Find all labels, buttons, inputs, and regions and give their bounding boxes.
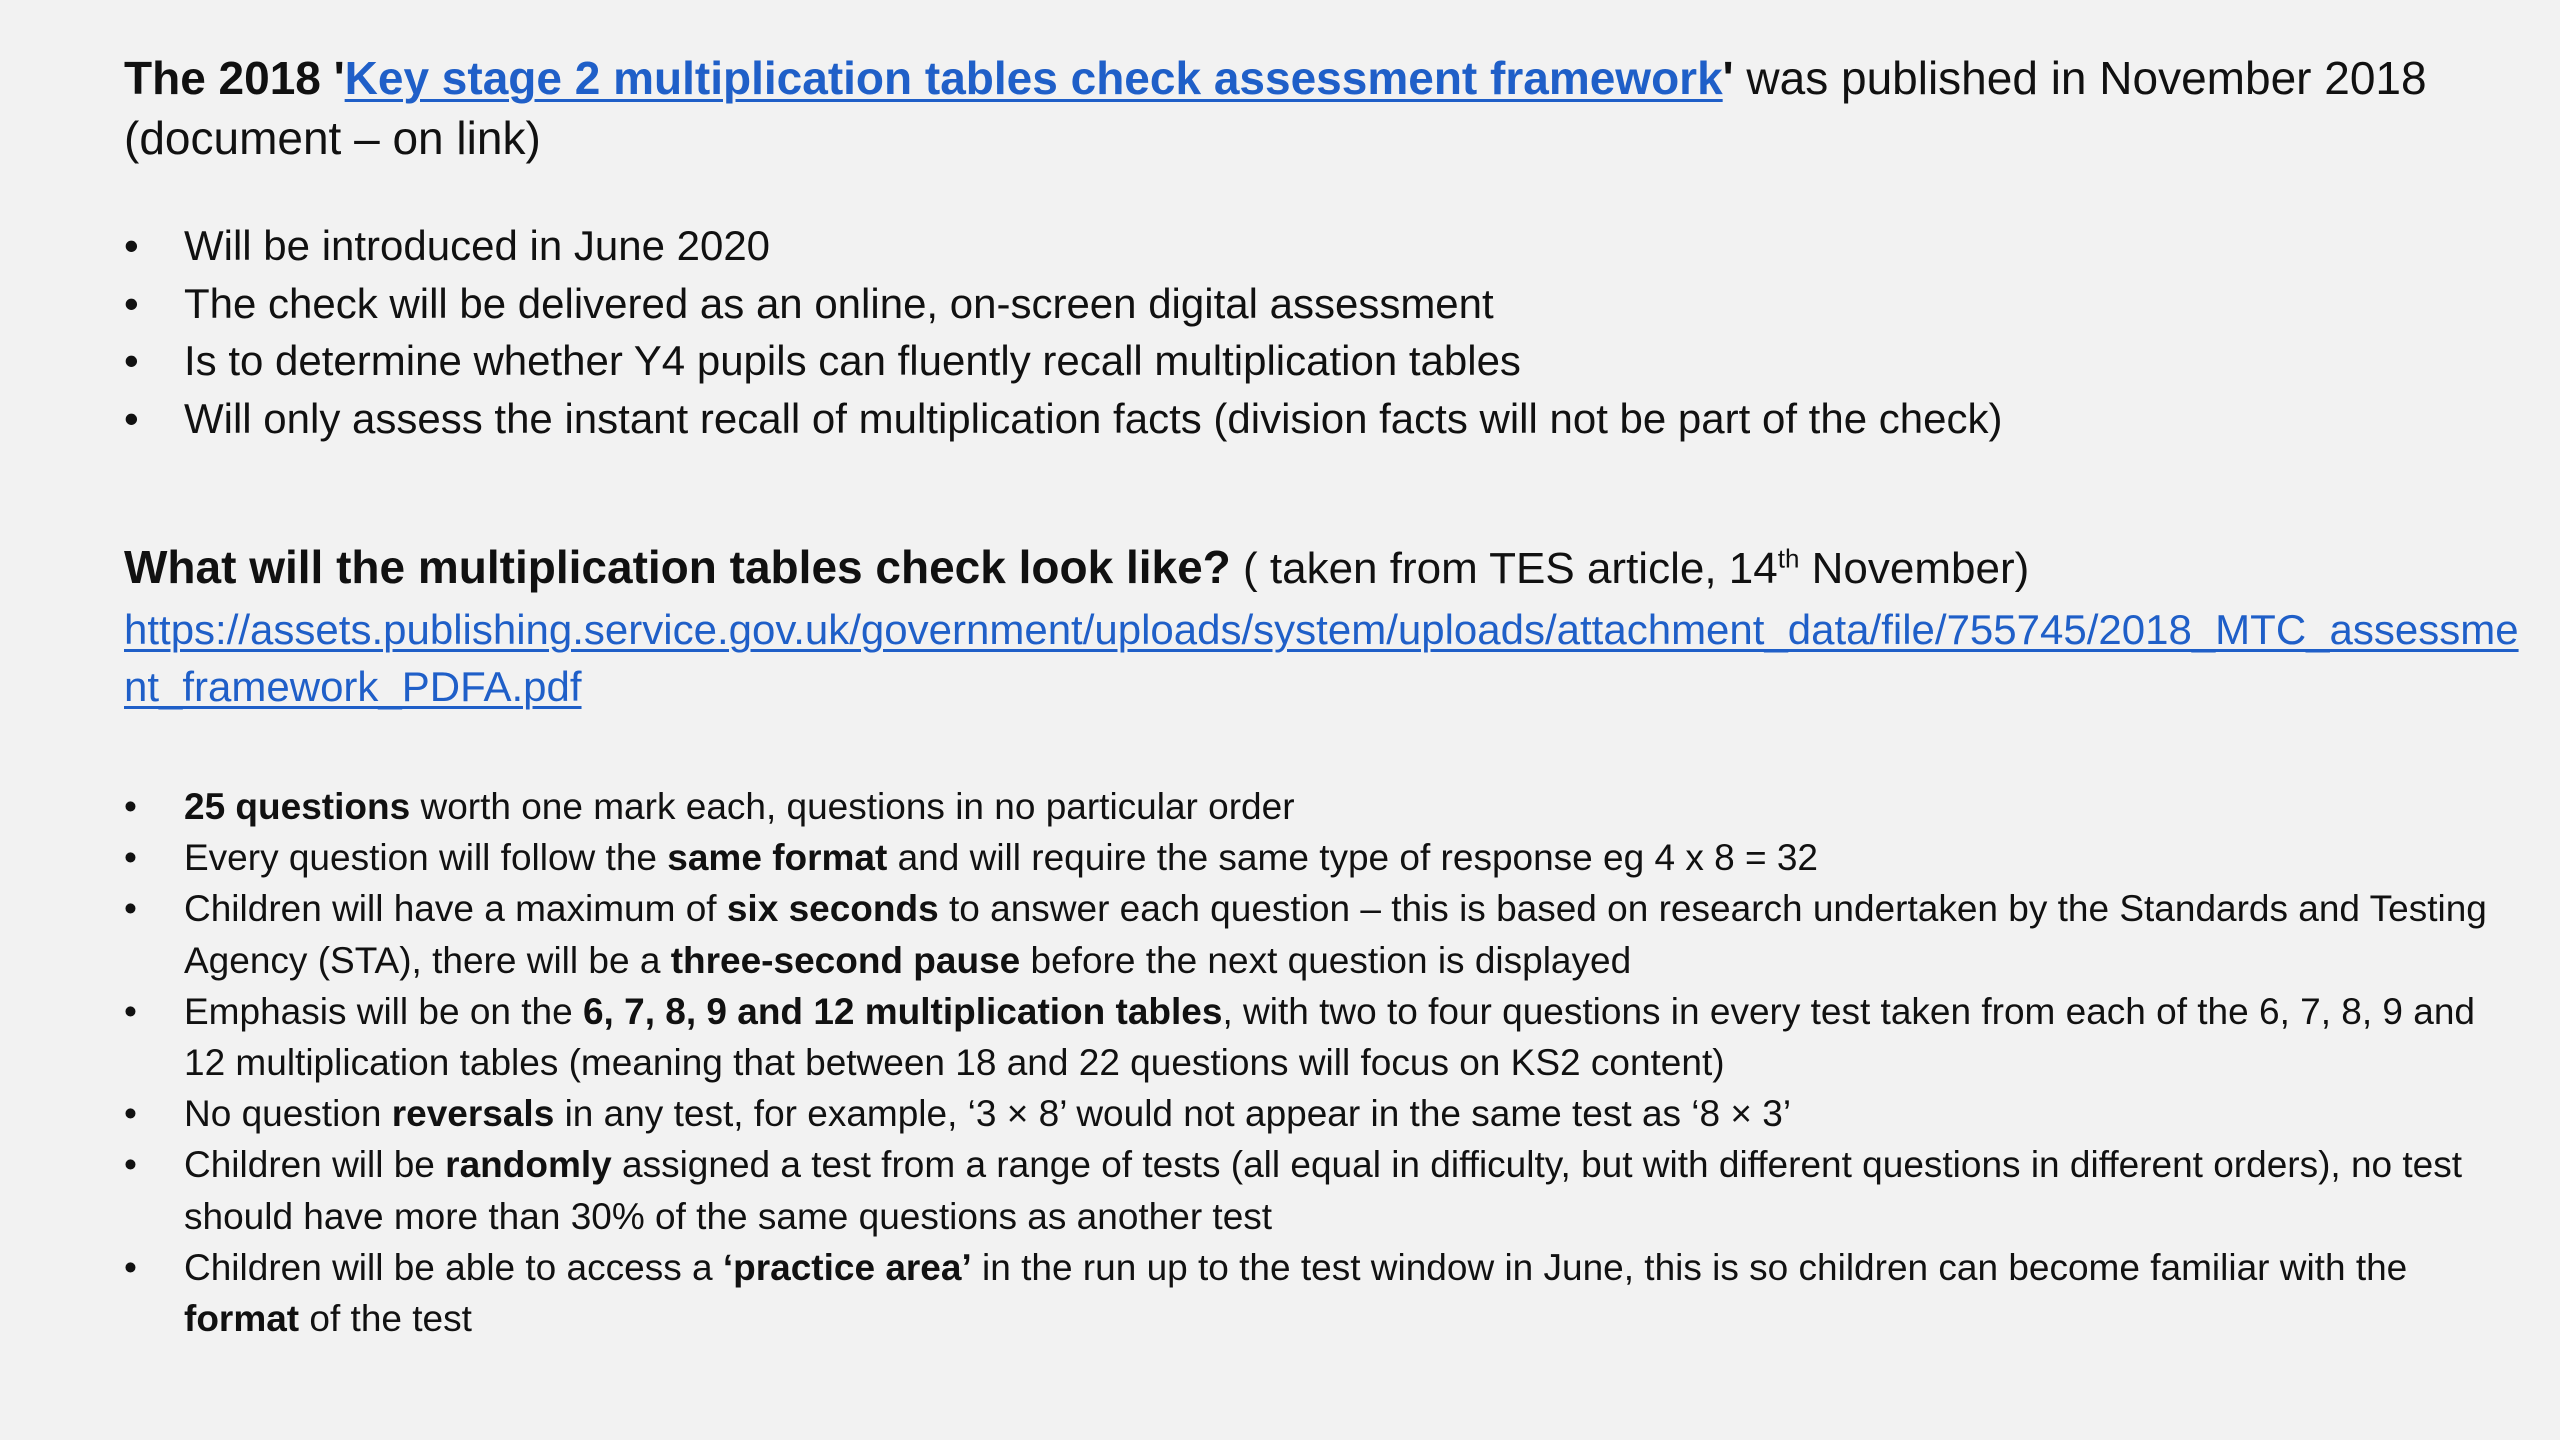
item-text: Children will be able to access a	[184, 1246, 723, 1288]
item-text: Every question will follow the	[184, 837, 668, 879]
intro-quote-open: '	[333, 52, 345, 104]
source-prefix: ( taken from TES article, 14	[1230, 544, 1778, 593]
item-text: Emphasis will be on the	[184, 990, 583, 1032]
section-heading	[124, 538, 2524, 598]
framework-link[interactable]: Key stage 2 multiplication tables check assessment framework	[344, 52, 1723, 104]
emphasis-text: format	[184, 1298, 300, 1340]
section-title: What will the multiplication tables check look like?	[124, 541, 1231, 593]
item-text: and will require the same type of response eg 4 x 8 = 32	[887, 837, 1819, 879]
list-item	[124, 883, 2504, 985]
bullet-icon: •	[124, 279, 139, 327]
emphasis-text: 6, 7, 8, 9 and 12 multiplication tables	[582, 990, 1223, 1032]
list-item	[124, 986, 2504, 1088]
emphasis-text: same format	[667, 837, 888, 879]
list-item	[124, 832, 2504, 883]
item-text: , with two to four questions in every test taken from each of the 6, 7, 8, 9 and 12 multiplication tables (meaning that between 18 and 22 questions will focus on KS2 content)	[184, 990, 2475, 1084]
emphasis-text: three-second pause	[670, 939, 1021, 981]
assessment-framework-url-link[interactable]: https://assets.publishing.service.gov.uk/government/uploads/system/uploads/attachment_data/file/755745/2018_MTC_assessment_framework_PDFA.pdf	[124, 606, 2519, 710]
bullet-icon: •	[124, 394, 139, 442]
list-item	[124, 1242, 2504, 1344]
list-item	[124, 390, 2504, 448]
bullet-icon: •	[124, 888, 137, 930]
bullet-icon: •	[124, 786, 137, 827]
item-text: of the test	[299, 1298, 472, 1340]
intro-prefix: The 2018	[124, 52, 334, 104]
bullet-icon: •	[124, 1144, 137, 1186]
bullet-icon: •	[124, 337, 139, 384]
bullet-icon: •	[124, 1246, 137, 1288]
item-text: before the next question is displayed	[1020, 939, 1632, 981]
source-superscript: th	[1777, 543, 1800, 574]
details-list	[124, 781, 2504, 1344]
list-item-text: Will be introduced in June 2020	[184, 222, 771, 269]
list-item	[124, 1088, 2504, 1139]
item-text: in any test, for example, ‘3 × 8’ would not appear in the same test as ‘8 × 3’	[554, 1093, 1792, 1135]
item-text: No question	[184, 1093, 392, 1135]
list-item	[124, 1139, 2504, 1241]
item-text: assigned a test from a range of tests (all equal in difficulty, but with different questions in different orders), no test should have more than 30% of the same questions as another test	[184, 1144, 2463, 1237]
emphasis-text: 25 questions	[184, 786, 411, 827]
list-item-text: Is to determine whether Y4 pupils can fluently recall multiplication tables	[184, 337, 1521, 384]
emphasis-text: randomly	[445, 1144, 612, 1186]
bullet-icon: •	[124, 990, 137, 1032]
emphasis-text: reversals	[391, 1093, 555, 1135]
bullet-icon: •	[124, 1093, 137, 1135]
list-item	[124, 332, 2504, 390]
bullet-icon: •	[124, 837, 137, 879]
overview-list	[124, 217, 2504, 447]
intro-note: (document – on link)	[124, 112, 541, 164]
intro-line	[124, 48, 2504, 108]
intro-quote-close: '	[1722, 52, 1734, 104]
list-item-text: The check will be delivered as an online, on-screen digital assessment	[184, 279, 1494, 327]
emphasis-text: ‘practice area’	[722, 1246, 972, 1288]
item-text: in the run up to the test window in June, this is so children can become familiar with the	[971, 1246, 2408, 1288]
item-text: Children will have a maximum of	[184, 888, 727, 930]
item-text: to answer each question – this is based on research undertaken by the Standards and Testing Agency (STA), there will be a	[184, 888, 2487, 981]
item-text: Children will be	[184, 1144, 446, 1186]
bullet-icon: •	[124, 222, 139, 269]
emphasis-text: six seconds	[726, 888, 939, 930]
list-item	[124, 217, 2504, 275]
source-suffix: November)	[1799, 544, 2030, 593]
list-item	[124, 781, 2504, 832]
item-text: worth one mark each, questions in no particular order	[410, 786, 1295, 827]
intro-paragraph	[124, 48, 2504, 168]
intro-suffix: was published in November 2018	[1733, 52, 2427, 104]
url-paragraph	[124, 601, 2524, 715]
list-item-text: Will only assess the instant recall of multiplication facts (division facts will not be part of the check)	[184, 394, 2003, 442]
list-item	[124, 275, 2504, 333]
